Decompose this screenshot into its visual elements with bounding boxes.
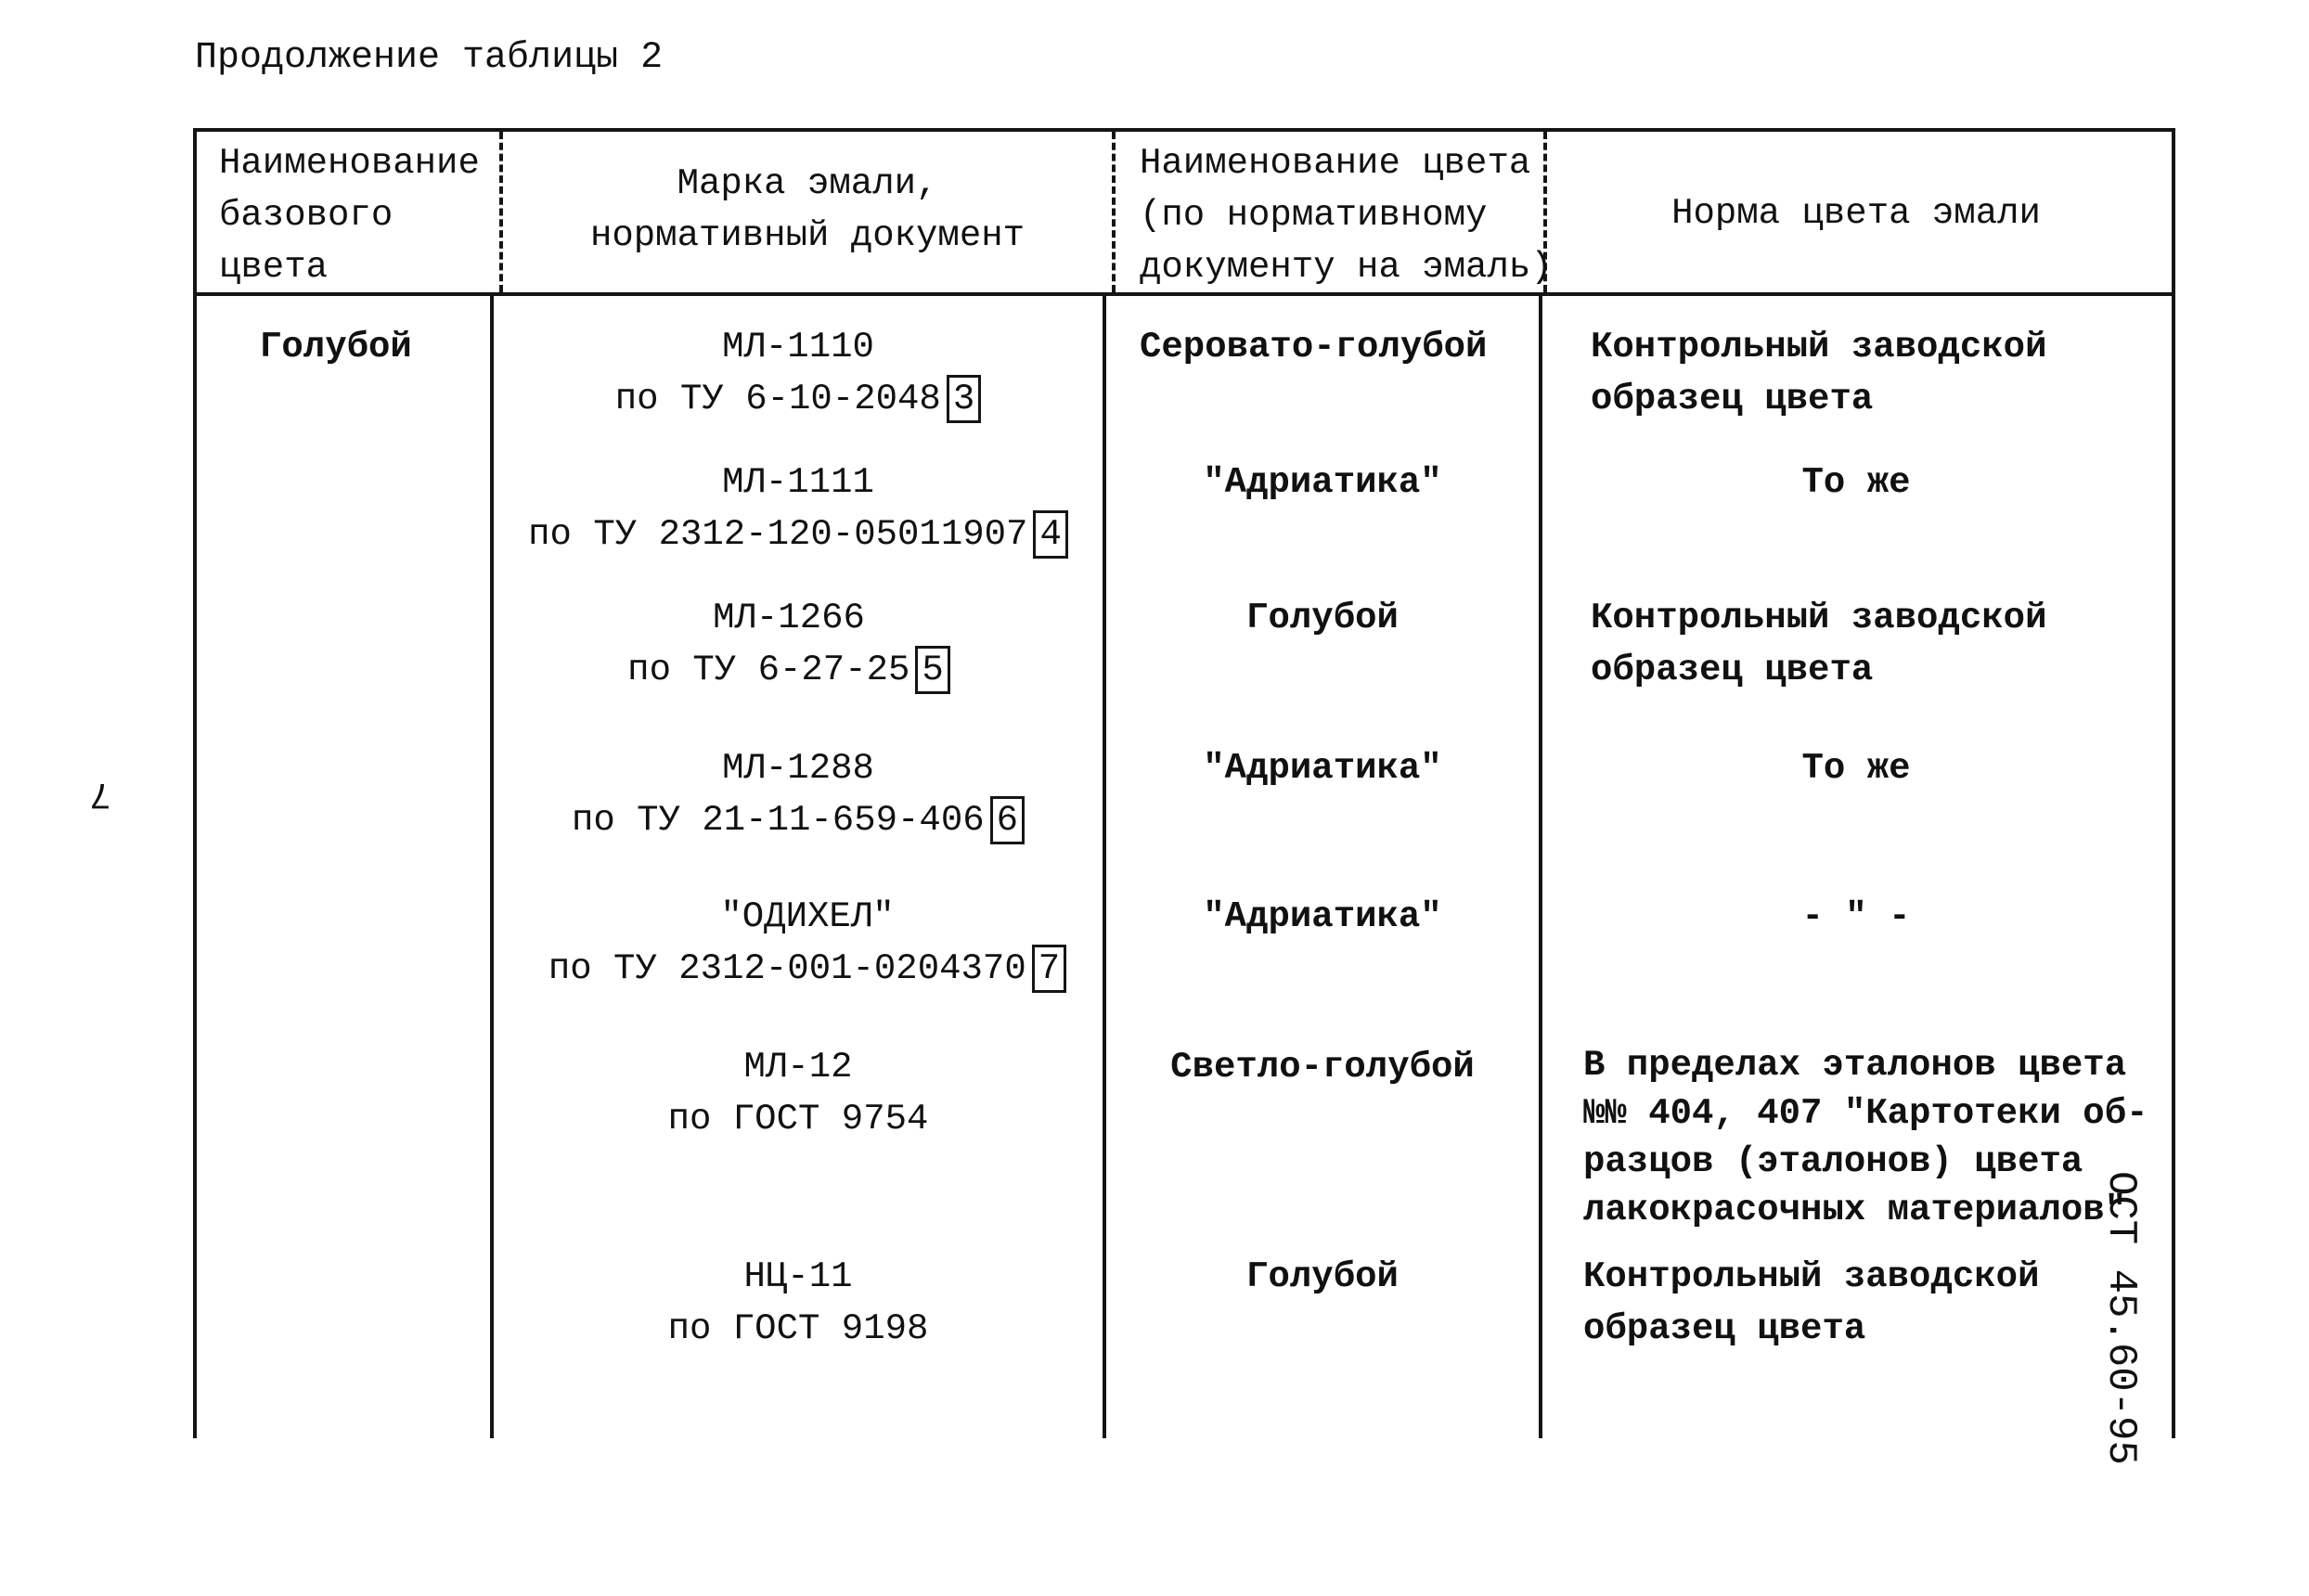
- color-name-cell: "Адриатика": [1203, 896, 1442, 937]
- enamel-doc: по ТУ 6-10-2048 3: [557, 373, 1039, 425]
- column-divider-3: [1539, 296, 1542, 1438]
- enamel-mark-cell: [538, 592, 1039, 696]
- enamel-doc: по ГОСТ 9754: [667, 1099, 929, 1139]
- enamel-mark-cell: [510, 891, 1104, 995]
- norm-line: Контрольный заводской: [1591, 598, 2047, 638]
- color-name-cell: "Адриатика": [1203, 462, 1442, 503]
- color-norm-cell: [1550, 891, 2162, 943]
- color-name-cell: "Адриатика": [1203, 748, 1442, 789]
- norm-line: №№ 404, 407 "Картотеки об-: [1583, 1093, 2148, 1134]
- table-left-border: [193, 128, 197, 1438]
- header-divider-2: [1112, 132, 1116, 292]
- norm-line: образец цвета: [1583, 1308, 1866, 1349]
- norm-line: В пределах эталонов цвета: [1583, 1045, 2127, 1086]
- reference-number: 7: [1032, 945, 1066, 993]
- norm-line: Контрольный заводской: [1583, 1256, 2040, 1297]
- header-line: Наименование: [219, 143, 480, 184]
- enamel-doc: по ГОСТ 9198: [667, 1308, 929, 1349]
- table-caption: Продолжение таблицы 2: [195, 37, 664, 79]
- enamel-mark: "ОДИХЕЛ": [720, 896, 895, 937]
- table-top-rule: [193, 128, 2174, 132]
- header-line: документу на эмаль): [1140, 247, 1553, 288]
- norm-line: разцов (эталонов) цвета: [1583, 1141, 2083, 1182]
- table-right-border: [2172, 128, 2175, 1438]
- header-line: Марка эмали,: [677, 163, 938, 204]
- norm-line: образец цвета: [1591, 379, 1874, 419]
- reference-number: 5: [915, 646, 949, 694]
- norm-line: То же: [1801, 748, 1911, 789]
- color-name-cell: Голубой: [1246, 1256, 1399, 1297]
- color-norm-cell: [1591, 321, 2046, 425]
- page-number: 7: [89, 772, 112, 814]
- enamel-mark-cell: [557, 321, 1039, 425]
- header-line: Наименование цвета: [1140, 143, 1531, 184]
- color-norm-cell: [1583, 1041, 2148, 1234]
- enamel-doc: по ТУ 2312-001-0204370 7: [510, 943, 1104, 995]
- enamel-mark-cell: [510, 1251, 1086, 1355]
- color-name-cell: Светло-голубой: [1170, 1047, 1475, 1088]
- header-line: Норма цвета эмали: [1671, 193, 2041, 234]
- color-norm-cell: [1550, 457, 2162, 508]
- enamel-mark: МЛ-1266: [713, 598, 865, 638]
- header-line: цвета: [219, 247, 329, 288]
- document-number: ОСТ 45.60-95: [2097, 1171, 2144, 1465]
- enamel-mark-cell: [510, 1041, 1086, 1145]
- header-line: нормативный документ: [589, 215, 1026, 256]
- enamel-mark: МЛ-1288: [722, 748, 874, 789]
- header-color-norm: [1550, 187, 2162, 239]
- color-norm-cell: [1583, 1251, 2039, 1355]
- base-color-cell: Голубой: [260, 327, 412, 367]
- column-divider-1: [490, 296, 494, 1438]
- color-name-cell: Серовато-голубой: [1140, 327, 1488, 367]
- header-line: (по нормативному: [1140, 195, 1488, 236]
- enamel-mark-cell: [510, 742, 1086, 846]
- enamel-doc: по ТУ 21-11-659-406 6: [510, 794, 1086, 846]
- enamel-mark: НЦ-11: [743, 1256, 853, 1297]
- header-line: базового: [219, 195, 393, 236]
- enamel-mark-cell: [510, 457, 1086, 560]
- header-enamel-mark: [510, 158, 1104, 262]
- header-base-color: [219, 137, 480, 293]
- norm-line: образец цвета: [1591, 650, 1874, 690]
- norm-line: - " -: [1801, 896, 1911, 937]
- norm-line: Контрольный заводской: [1591, 327, 2047, 367]
- reference-number: 4: [1033, 510, 1067, 559]
- color-norm-cell: [1591, 592, 2046, 696]
- header-color-name: [1140, 137, 1553, 293]
- norm-line: То же: [1801, 462, 1911, 503]
- enamel-mark: МЛ-12: [743, 1047, 853, 1088]
- enamel-mark: МЛ-1110: [722, 327, 874, 367]
- color-norm-cell: [1550, 742, 2162, 794]
- enamel-mark: МЛ-1111: [722, 462, 874, 503]
- enamel-doc: по ТУ 6-27-25 5: [538, 644, 1039, 696]
- enamel-doc: по ТУ 2312-120-05011907 4: [510, 508, 1086, 560]
- norm-line: лакокрасочных материалов": [1583, 1190, 2127, 1230]
- column-divider-2: [1103, 296, 1106, 1438]
- header-divider-1: [499, 132, 503, 292]
- reference-number: 6: [990, 796, 1025, 844]
- reference-number: 3: [947, 375, 981, 423]
- color-name-cell: Голубой: [1246, 598, 1399, 638]
